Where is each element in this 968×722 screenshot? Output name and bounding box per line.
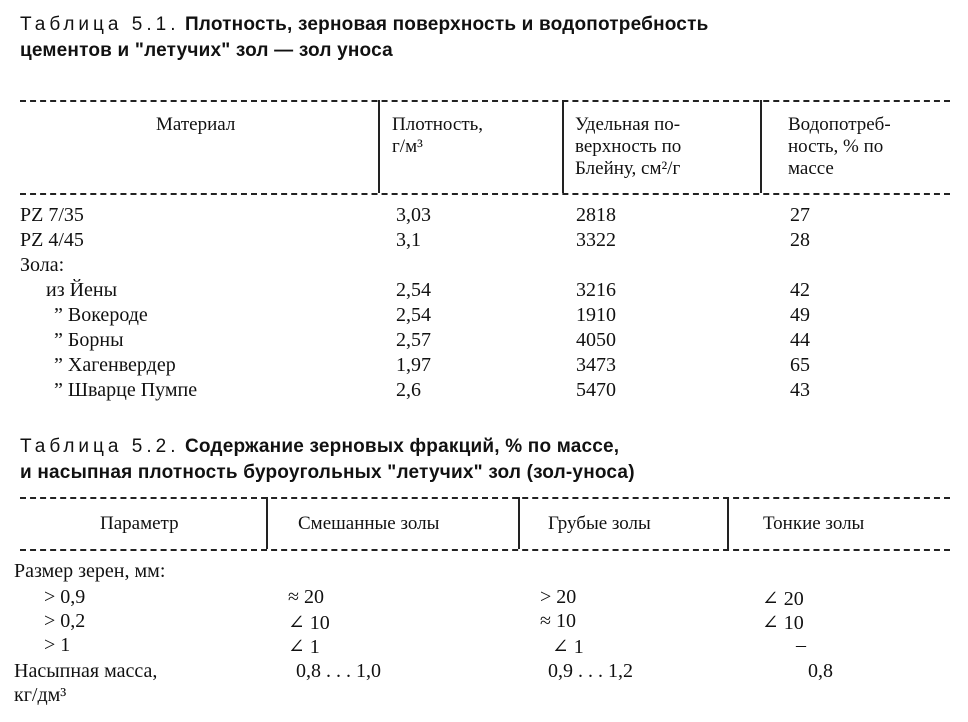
table1-title-line1: [20, 14, 708, 36]
table2-title-text: Содержание зерновых фракций, % по массе,: [184, 436, 620, 457]
table1-header-surface-line3: Блейну, см²/г: [575, 158, 681, 179]
table2-title-line1: [20, 436, 619, 458]
t1-row7-density: 1,97: [396, 354, 431, 376]
t1-row3-material: Зола:: [20, 254, 65, 276]
table1-col-divider-1: [378, 100, 380, 193]
table2-col-divider-3: [727, 497, 729, 549]
t1-row2-surface: 3322: [576, 229, 616, 251]
t1-row5-material: ” Вокероде: [54, 304, 148, 326]
t1-row1-material: PZ 7/35: [20, 204, 84, 226]
table2-title-line2: и насыпная плотность буроугольных "летучих" зол (зол-уноса): [20, 462, 635, 483]
t1-row7-water: 65: [790, 354, 810, 376]
table2-header-param: Параметр: [100, 513, 179, 534]
t2-row1-fine: ∠ 20: [762, 588, 804, 610]
t1-row8-material: ” Шварце Пумпе: [54, 379, 198, 401]
table1-title-prefix: Таблица 5.1.: [20, 14, 180, 35]
t1-row2-water: 28: [790, 229, 810, 251]
table2-header-mixed: Смешанные золы: [298, 513, 440, 534]
table1-top-rule: [20, 100, 950, 102]
t2-row1-mixed: ≈ 20: [288, 586, 324, 608]
table1-header-water-line1: Водопотреб-: [788, 114, 891, 135]
table1-header-rule: [20, 193, 950, 195]
t1-row8-density: 2,6: [396, 379, 421, 401]
t1-row7-surface: 3473: [576, 354, 616, 376]
t1-row8-surface: 5470: [576, 379, 616, 401]
t2-row2-fine: ∠ 10: [762, 612, 804, 634]
table2-col-divider-1: [266, 497, 268, 549]
table1-col-divider-2: [562, 100, 564, 193]
t2-bulk-coarse: 0,9 . . . 1,2: [548, 660, 633, 682]
table1-header-water-line3: массе: [788, 158, 834, 179]
t1-row4-water: 42: [790, 279, 810, 301]
table1-header-surface-line2: верхность по: [575, 136, 682, 157]
t2-row2-mixed: ∠ 10: [288, 612, 330, 634]
t2-bulk-label-line1: Насыпная масса,: [14, 660, 158, 682]
table1-header-density-line1: Плотность,: [392, 114, 484, 135]
table1-header-material: Материал: [156, 114, 236, 135]
t2-row2-coarse: ≈ 10: [540, 610, 576, 632]
t2-row3-coarse: ∠ 1: [552, 636, 584, 658]
t2-row1-param: > 0,9: [44, 586, 86, 608]
t1-row6-surface: 4050: [576, 329, 616, 351]
t1-row5-water: 49: [790, 304, 810, 326]
t1-row6-water: 44: [790, 329, 810, 351]
t1-row4-surface: 3216: [576, 279, 616, 301]
table2-header-rule: [20, 549, 950, 551]
table2-header-fine: Тонкие золы: [763, 513, 865, 534]
table2-title-prefix: Таблица 5.2.: [20, 436, 180, 457]
t1-row1-water: 27: [790, 204, 810, 226]
table2-col-divider-2: [518, 497, 520, 549]
t1-row4-material: из Йены: [46, 279, 118, 301]
table1-header-water-line2: ность, % по: [788, 136, 884, 157]
t1-row1-surface: 2818: [576, 204, 616, 226]
t2-bulk-label-line2: кг/дм³: [14, 684, 67, 706]
t2-row3-fine: –: [796, 634, 806, 656]
t1-row5-density: 2,54: [396, 304, 431, 326]
t2-row2-param: > 0,2: [44, 610, 86, 632]
t1-row7-material: ” Хагенвердер: [54, 354, 176, 376]
t1-row5-surface: 1910: [576, 304, 616, 326]
t2-row3-mixed: ∠ 1: [288, 636, 320, 658]
table2-header-coarse: Грубые золы: [548, 513, 651, 534]
t1-row1-density: 3,03: [396, 204, 431, 226]
t2-group-label: Размер зерен, мм:: [14, 560, 166, 582]
table1-title-text: Плотность, зерновая поверхность и водопотребность: [184, 14, 709, 35]
table1-header-surface-line1: Удельная по-: [575, 114, 681, 135]
table2-top-rule: [20, 497, 950, 499]
table1-col-divider-3: [760, 100, 762, 193]
t1-row4-density: 2,54: [396, 279, 431, 301]
t2-row3-param: > 1: [44, 634, 71, 656]
t1-row6-density: 2,57: [396, 329, 431, 351]
t1-row6-material: ” Борны: [54, 329, 124, 351]
t1-row2-material: PZ 4/45: [20, 229, 84, 251]
t2-row1-coarse: > 20: [540, 586, 577, 608]
t2-bulk-fine: 0,8: [808, 660, 833, 682]
t1-row8-water: 43: [790, 379, 810, 401]
table1-title-line2: цементов и "летучих" зол — зол уноса: [20, 40, 393, 61]
table1-header-density-line2: г/м³: [392, 136, 423, 157]
t1-row2-density: 3,1: [396, 229, 421, 251]
t2-bulk-mixed: 0,8 . . . 1,0: [296, 660, 381, 682]
